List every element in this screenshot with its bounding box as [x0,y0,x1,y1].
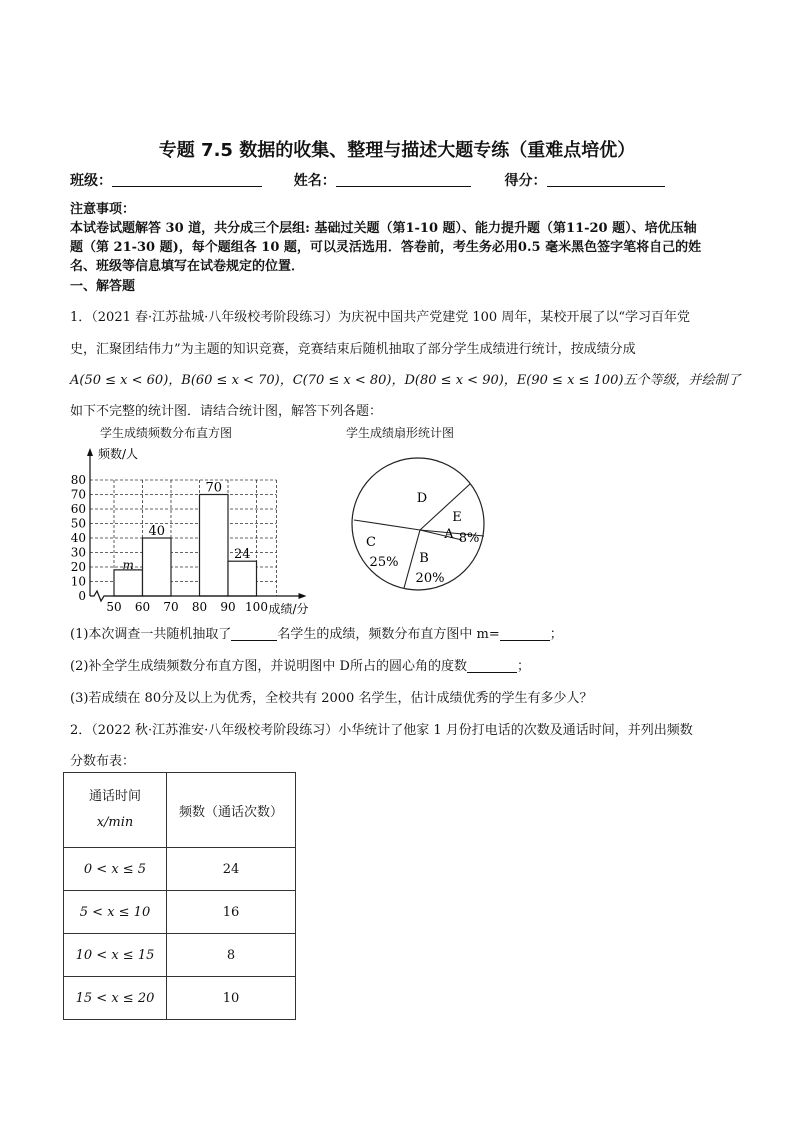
table-row: 10 < x ≤ 15 8 [64,934,296,977]
d-angle-blank[interactable] [467,658,517,673]
page-title: 专题 7.5 数据的收集、整理与描述大题专练（重难点培优） [158,140,636,161]
score-field[interactable] [547,172,665,187]
bar-value-label: 40 [148,524,166,539]
table-row: 15 < x ≤ 20 10 [64,977,296,1020]
y-tick-label: 50 [70,516,86,531]
y-tick-label: 10 [70,574,86,589]
histogram-bar [228,561,257,596]
q1-line-1: 1．（2021 春·江苏盐城·八年级校考阶段练习）为庆祝中国共产党建党 100 周年，某校开展了以“学习百年党 [70,310,690,325]
header-frequency-cell: 频数（通话次数） [167,773,296,848]
x-tick-label: 90 [220,600,236,614]
table-header-row [64,773,296,848]
histogram-chart [66,440,336,615]
pie-slice-percent: 8% [458,531,480,546]
pie-divider [420,484,470,530]
pie-slice-label: E [452,510,462,525]
class-field[interactable] [112,172,262,187]
pie-slice-percent: 20% [415,571,445,586]
pie-divider [354,520,420,530]
score-label: 得分： [504,173,547,189]
pie-slice-percent: 25% [369,555,399,570]
y-tick-label: 40 [70,531,86,545]
histogram-title: 学生成绩频数分布直方图 [100,426,233,440]
q1-sub-2: (2)补全学生成绩频数分布直方图，并说明图中 D所占的圆心角的度数 ； [70,659,530,674]
y-tick-label: 70 [70,487,86,502]
y-tick-label: 0 [78,589,86,603]
histogram-bar [114,570,143,596]
pie-slice-label: A [444,527,454,542]
frequency-table [63,772,296,1020]
y-tick-label: 30 [70,545,86,560]
pie-chart [346,452,496,602]
y-axis-label: 频数/人 [98,447,139,461]
section-heading: 一、解答题 [70,279,136,294]
pie-labels [366,491,479,586]
pie-slice-label: B [419,551,429,566]
histogram-bar [143,538,172,596]
notes-line-2: 题（第 21-30 题)，每个题组各 10 题，可以灵活选用．答卷前，考生务必用0.5 毫米黑色签字笔将自己的姓 [70,240,702,255]
histogram-bars [114,495,257,597]
q1-line-2: 史，汇聚团结伟力”为主题的知识竞赛，竞赛结束后随机抽取了部分学生成绩进行统计，按成绩分成 [70,342,636,357]
q1-line-3: A(50 ≤ x < 60)，B(60 ≤ x < 70)，C(70 ≤ x < 80)，D(80 ≤ x < 90)，E(90 ≤ x ≤ 100)五个等级，并绘制了 [70,373,741,388]
name-label: 姓名： [293,173,336,189]
q1-line-4: 如下不完整的统计图．请结合统计图，解答下列各题： [70,404,383,419]
y-tick-label: 60 [70,502,86,516]
m-value-blank[interactable] [500,626,550,641]
q1-sub-1: (1)本次调查一共随机抽取了 名学生的成绩，频数分布直方图中 m= ； [70,627,563,642]
histogram-labels [71,446,309,615]
notes-line-1: 本试卷试题解答 30 道，共分成三个层组: 基础过关题（第1-10 题）、能力提升题（第11-20 题）、培优压轴 [70,221,697,236]
bar-value-label: m [122,557,134,572]
pie-title: 学生成绩扇形统计图 [346,426,455,440]
student-info-line [70,170,665,190]
bar-value-label: 24 [233,547,251,563]
x-axis-arrow [299,593,307,599]
q1-sub-3: (3)若成绩在 80分及以上为优秀，全校共有 2000 名学生，估计成绩优秀的学生有多少人？ [70,691,593,706]
bar-value-label: 70 [205,480,223,496]
x-tick-label: 60 [134,600,151,614]
q2-line-1: 2．（2022 秋·江苏淮安·八年级校考阶段练习）小华统计了他家 1 月份打电话的次数及通话时间，并列出频数 [70,723,693,738]
notes-line-3: 名、班级等信息填写在试卷规定的位置． [70,259,305,274]
y-axis-arrow [87,448,93,456]
x-tick-label: 70 [163,600,179,614]
x-axis-label: 成绩/分 [268,602,309,615]
name-field[interactable] [336,172,471,187]
pie-slice-label: D [416,491,428,506]
notes-heading: 注意事项： [70,202,136,217]
x-tick-label: 50 [106,600,122,614]
histogram-bar [200,495,229,597]
x-tick-label: 100 [245,600,268,614]
y-tick-label: 80 [70,473,86,487]
table-row: 5 < x ≤ 10 16 [64,891,296,934]
header-time-cell: 通话时间 x/min [64,773,167,848]
q2-line-2: 分数布表： [70,754,136,769]
table-row: 0 < x ≤ 5 24 [64,848,296,891]
pie-slice-label: C [366,535,376,550]
class-label: 班级： [70,173,112,189]
sample-size-blank[interactable] [231,626,277,641]
x-tick-label: 80 [191,600,208,614]
y-tick-label: 20 [70,560,86,574]
